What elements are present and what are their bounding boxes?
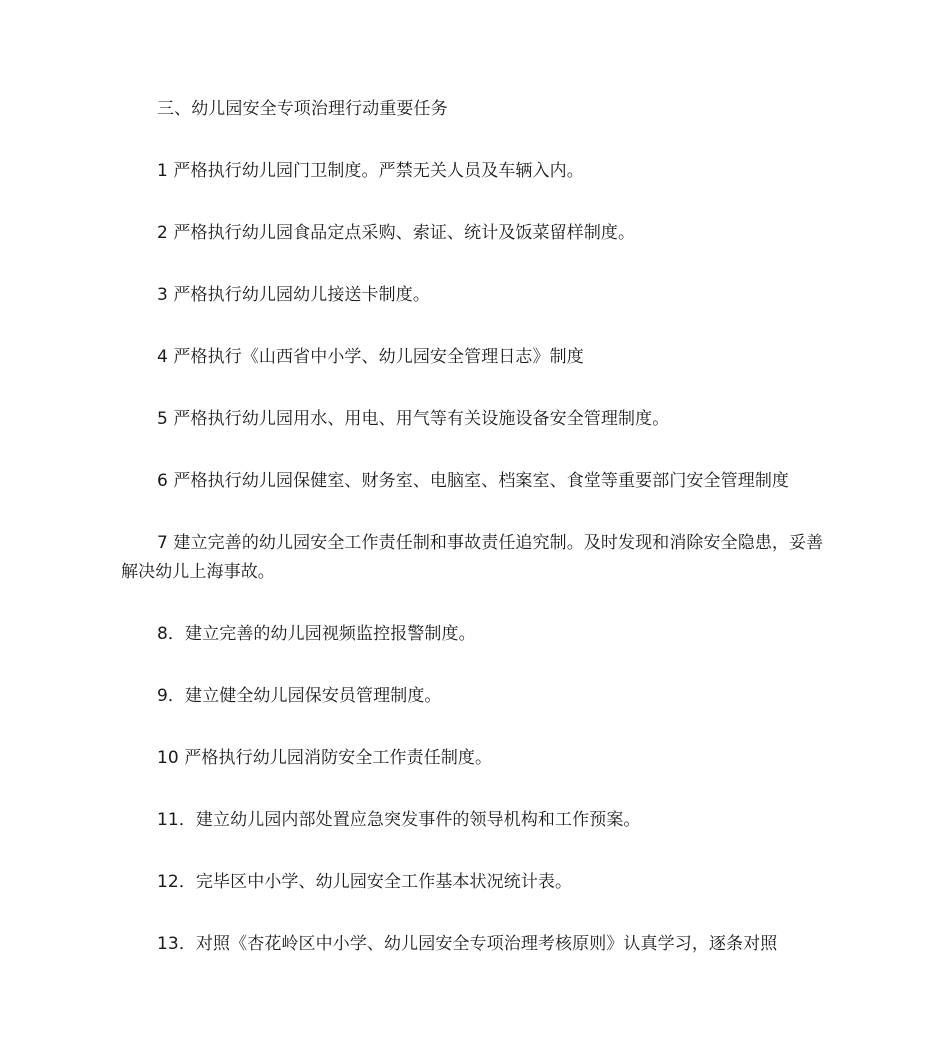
section-heading: 三、幼儿园安全专项治理行动重要任务 (157, 99, 448, 119)
list-item: 11．建立幼儿园内部处置应急突发事件的领导机构和工作预案。 (157, 810, 641, 830)
list-item: 10 严格执行幼儿园消防安全工作责任制度。 (157, 748, 493, 768)
list-item: 13．对照《杏花岭区中小学、幼儿园安全专项治理考核原则》认真学习，逐条对照 (157, 934, 778, 954)
list-item: 9．建立健全幼儿园保安员管理制度。 (157, 686, 442, 706)
list-item: 4 严格执行《山西省中小学、幼儿园安全管理日志》制度 (157, 347, 584, 367)
list-item: 2 严格执行幼儿园食品定点采购、索证、统计及饭菜留样制度。 (157, 223, 636, 243)
list-item: 12．完毕区中小学、幼儿园安全工作基本状况统计表。 (157, 872, 573, 892)
list-item: 8．建立完善的幼儿园视频监控报警制度。 (157, 624, 476, 644)
list-item: 5 严格执行幼儿园用水、用电、用气等有关设施设备安全管理制度。 (157, 409, 670, 429)
list-item: 1 严格执行幼儿园门卫制度。严禁无关人员及车辆入内。 (157, 161, 584, 181)
list-item: 7 建立完善的幼儿园安全工作责任制和事故责任追究制。及时发现和消除安全隐患，妥善解决幼儿上海事故。 (121, 533, 824, 582)
list-item: 6 严格执行幼儿园保健室、财务室、电脑室、档案室、食堂等重要部门安全管理制度 (157, 471, 790, 491)
list-item: 3 严格执行幼儿园幼儿接送卡制度。 (157, 285, 430, 305)
